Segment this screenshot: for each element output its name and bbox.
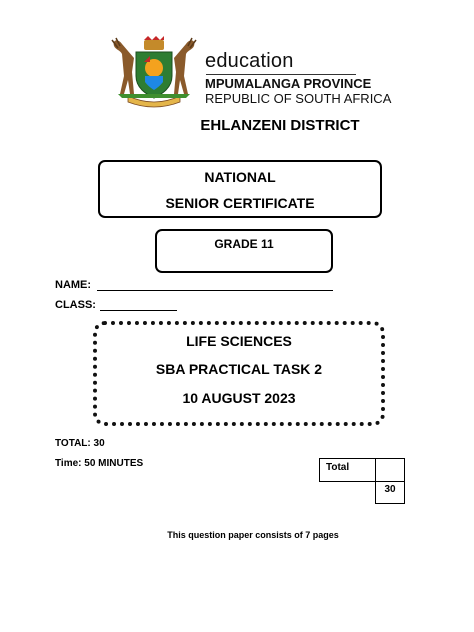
province-name: MPUMALANGA PROVINCE	[205, 76, 372, 91]
coat-of-arms-icon	[104, 36, 204, 108]
marks-table	[319, 458, 405, 504]
grade-box	[155, 229, 333, 273]
class-label: CLASS:	[55, 299, 96, 311]
task-title: SBA PRACTICAL TASK 2	[155, 361, 323, 377]
certificate-line-senior: SENIOR CERTIFICATE	[165, 195, 315, 211]
name-label: NAME:	[55, 279, 92, 291]
grade-label: GRADE 11	[214, 237, 274, 251]
district-title-text: EHLANZENI DISTRICT	[200, 117, 360, 134]
certificate-box	[98, 160, 382, 218]
logo-divider	[206, 74, 356, 75]
page-count-text: This question paper consists of 7 pages	[167, 530, 339, 540]
marks-table-row	[320, 482, 405, 504]
certificate-line-national: NATIONAL	[204, 169, 276, 185]
class-row	[55, 299, 177, 311]
marks-empty-cell[interactable]	[376, 459, 405, 482]
marks-blank-cell	[320, 482, 376, 504]
marks-table-row	[320, 459, 405, 482]
page-count-note	[0, 530, 474, 540]
subject-title: LIFE SCIENCES	[186, 333, 292, 349]
total-marks-label: TOTAL: 30	[55, 438, 105, 449]
name-row	[55, 279, 333, 291]
district-title	[0, 117, 474, 134]
subject-box	[93, 321, 385, 426]
marks-value-cell: 30	[376, 482, 405, 504]
logo-word: education	[205, 50, 294, 72]
name-field-line[interactable]	[97, 279, 333, 291]
class-field-line[interactable]	[100, 299, 177, 311]
time-allowed-label: Time: 50 MINUTES	[55, 458, 144, 469]
exam-date: 10 AUGUST 2023	[182, 390, 296, 406]
marks-header-cell: Total	[320, 459, 376, 482]
republic-name: REPUBLIC OF SOUTH AFRICA	[205, 91, 392, 106]
